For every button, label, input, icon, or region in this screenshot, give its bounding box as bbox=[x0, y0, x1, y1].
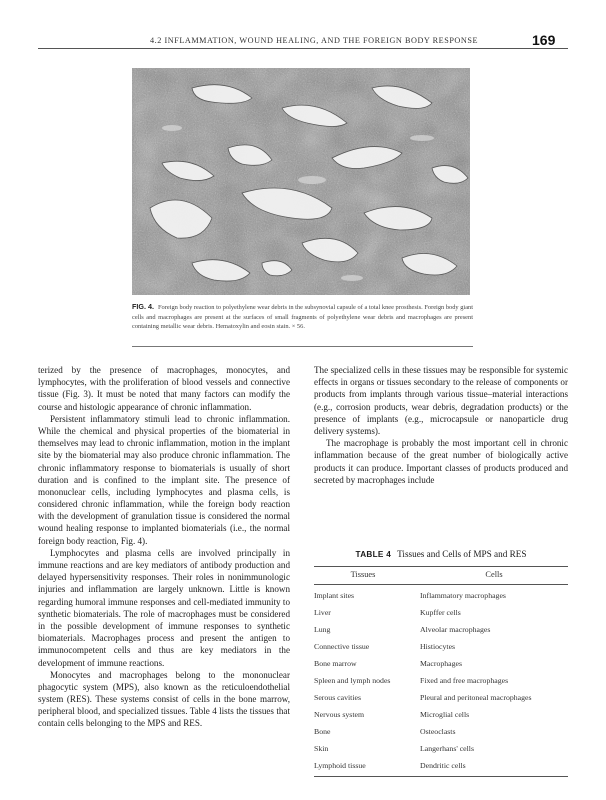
figure-micrograph bbox=[132, 68, 470, 295]
table-header-rule bbox=[314, 584, 568, 585]
right-column bbox=[314, 364, 568, 486]
micrograph-image bbox=[132, 68, 470, 295]
table-cell: Lung bbox=[314, 625, 331, 634]
paragraph: Lymphocytes and plasma cells are involved principally in immune reactions and are key mediators of antibody production and delayed hypersensitivity responses. Their roles in nonimmunologic injuries and inflammation are largely unknown. Little is known regarding humoral immune responses and cell-mediated immunity to synthetic biomaterials. The role of macrophages must be considered in the possible development of immune responses to synthetic biomaterials. Macrophages process and present the antigen to immunocompetent cells and thus are key mediators in the development of immune reactions. bbox=[38, 547, 290, 668]
table-cell: Serous cavities bbox=[314, 693, 361, 702]
table-bottom-rule bbox=[314, 776, 568, 777]
table-cell: Dendritic cells bbox=[420, 761, 466, 770]
table-cell: Skin bbox=[314, 744, 329, 753]
table-cell: Spleen and lymph nodes bbox=[314, 676, 391, 685]
table-top-rule bbox=[314, 566, 568, 567]
running-header: 4.2 INFLAMMATION, WOUND HEALING, AND THE FOREIGN BODY RESPONSE bbox=[150, 36, 479, 45]
table-cell: Histiocytes bbox=[420, 642, 456, 651]
table-cell: Bone marrow bbox=[314, 659, 357, 668]
table-label: TABLE 4 bbox=[355, 550, 392, 559]
caption-rule bbox=[132, 346, 473, 347]
page-number: 169 bbox=[532, 32, 556, 48]
table-cell: Connective tissue bbox=[314, 642, 370, 651]
table-cell: Pleural and peritoneal macrophages bbox=[420, 693, 532, 702]
figure-label: FIG. 4. bbox=[132, 302, 154, 311]
table-header-cells: Cells bbox=[485, 570, 503, 579]
table-cell: Lymphoid tissue bbox=[314, 761, 366, 770]
table-cell: Fixed and free macrophages bbox=[420, 676, 509, 685]
paragraph: Monocytes and macrophages belong to the mononuclear phagocytic system (MPS), also known as the reticuloendothelial system (RES). These systems consist of cells in the bone marrow, peripheral blood, and specialized tissues. Table 4 lists the tissues that contain cells belonging to the MPS and RES. bbox=[38, 669, 290, 729]
table-cell: Osteoclasts bbox=[420, 727, 456, 736]
table-title bbox=[314, 549, 568, 559]
table-cell: Liver bbox=[314, 608, 331, 617]
table-cell: Inflammatory macrophages bbox=[420, 591, 506, 600]
table-cell: Macrophages bbox=[420, 659, 462, 668]
paragraph: The macrophage is probably the most important cell in chronic inflammation because of the great number of biologically active products it can produce. Important classes of products produced and secreted by macrophages include bbox=[314, 438, 568, 485]
table-cell: Implant sites bbox=[314, 591, 355, 600]
table-cell: Microglial cells bbox=[420, 710, 470, 719]
table-cell: Alveolar macrophages bbox=[420, 625, 491, 634]
left-column bbox=[38, 364, 290, 730]
table-cell: Kupffer cells bbox=[420, 608, 461, 617]
figure-caption bbox=[132, 302, 473, 332]
table-title-text: Tissues and Cells of MPS and RES bbox=[397, 549, 527, 559]
table-cell: Nervous system bbox=[314, 710, 365, 719]
paragraph: terized by the presence of macrophages, monocytes, and lymphocytes, with the proliferation of blood vessels and connective tissue (Fig. 3). It must be noted that many factors can modify the course and histologic appearance of chronic inflammation. bbox=[38, 365, 290, 412]
paragraph: Persistent inflammatory stimuli lead to chronic inflammation. While the chemical and physical properties of the biomaterial in themselves may lead to chronic inflammation, motion in the implant site by the biomaterial may also produce chronic inflammation. The chronic inflammatory response to biomaterials is usually of short duration and is confined to the implant site. The presence of mononuclear cells, including lymphocytes and plasma cells, is considered chronic inflammation, while the foreign body reaction with the development of granulation tissue is considered the normal wound healing response to implanted biomaterials (i.e., the normal foreign body reaction, Fig. 4). bbox=[38, 413, 290, 546]
table-header-tissues: Tissues bbox=[350, 570, 376, 579]
header-rule bbox=[38, 48, 568, 49]
table-cell: Langerhans' cells bbox=[420, 744, 475, 753]
paragraph: The specialized cells in these tissues may be responsible for systemic effects in organs or tissues secondary to the release of components or products from implants through various tissue–material interactions (e.g., corrosion products, wear debris, degradation products) or the presence of implants (e.g., microcapsule or nanoparticle drug delivery systems). bbox=[314, 365, 568, 436]
table-cell: Bone bbox=[314, 727, 331, 736]
figure-caption-text: Foreign body reaction to polyethylene wear debris in the subsynovial capsule of a total knee prosthesis. Foreign body giant cells and macrophages are present at the surfaces of small fragments of polyethylene wear debris and macrophages are present containing metallic wear debris. Hematoxylin and eosin stain. × 56. bbox=[132, 304, 474, 331]
